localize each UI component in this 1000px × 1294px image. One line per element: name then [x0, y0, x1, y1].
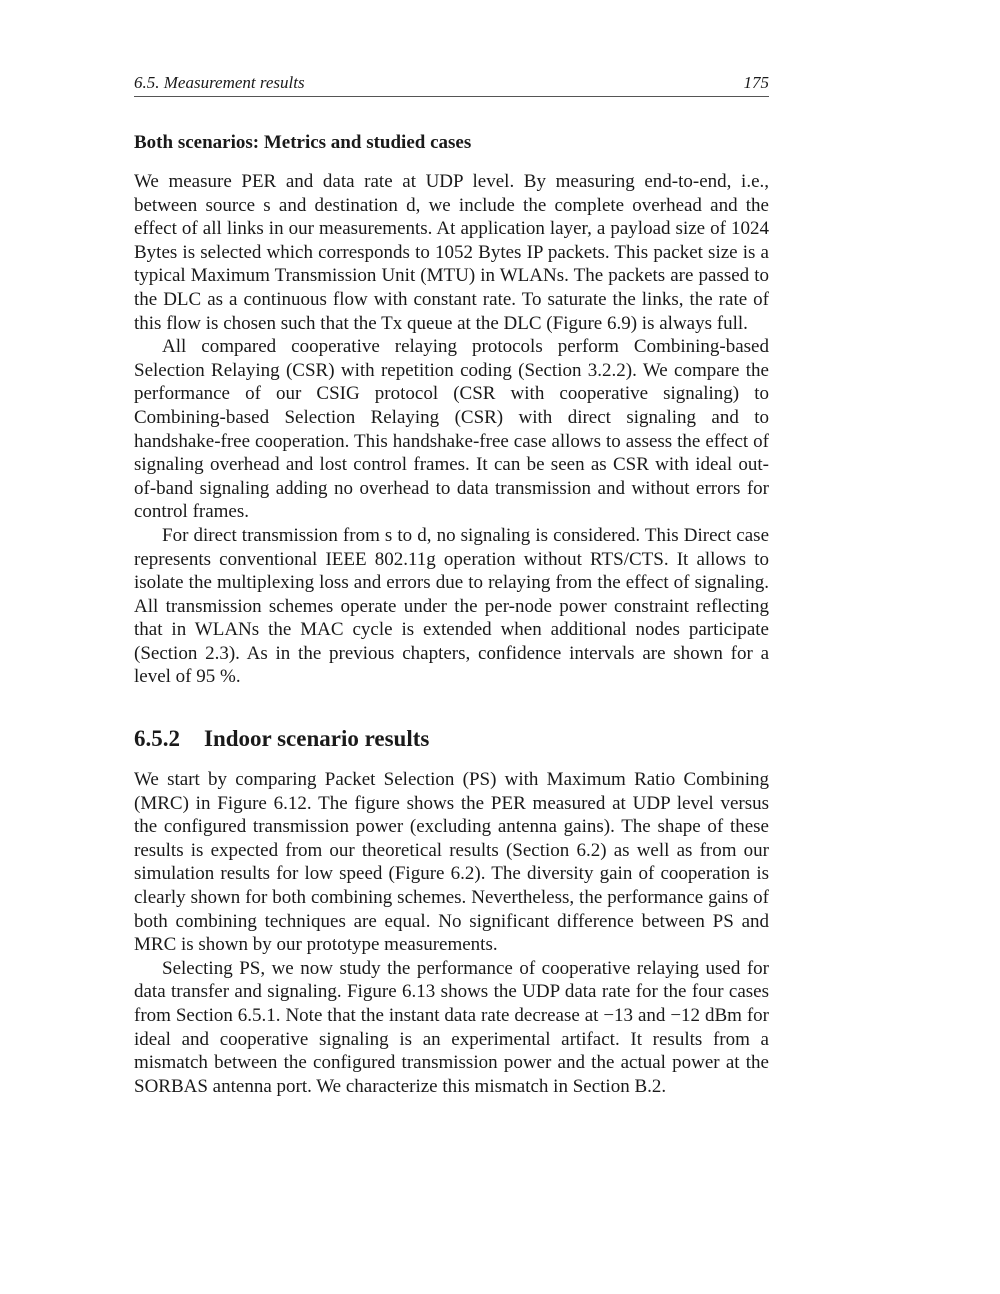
page-number: 175 [743, 73, 769, 92]
page-content [134, 72, 769, 1098]
running-title: 6.5. Measurement results [134, 73, 305, 92]
section-number: 6.5.2 [134, 726, 180, 752]
paragraph-ps-vs-mrc: We start by comparing Packet Selection (PS) with Maximum Ratio Combining (MRC) in Figure 6.12. The figure shows the PER measured at UDP level versus the configured transmission power (excluding antenna gains). The shape of these results is expected from our theoretical results (Section 6.2) as well as from our simulation results for low speed (Figure 6.2). The diversity gain of cooperation is clearly shown for both combining schemes. Nevertheless, the performance gains of both combining techniques are equal. No significant difference between PS and MRC is shown by our prototype measurements. [134, 769, 769, 956]
running-header [134, 72, 769, 97]
section-title: Indoor scenario results [204, 726, 430, 752]
paragraph-direct-transmission: For direct transmission from s to d, no signaling is considered. This Direct case represents conventional IEEE 802.11g operation without RTS/CTS. It allows to isolate the multiplexing loss and errors due to relaying from the effect of signaling. All transmission schemes operate under the per-node power constraint reflecting that in WLANs the MAC cycle is extended when additional nodes participate (Section 2.3). As in the previous chapters, confidence intervals are shown for a level of 95 %. [134, 524, 769, 688]
paragraph-measurement-setup: We measure PER and data rate at UDP level. By measuring end-to-end, i.e., between source s and destination d, we include the complete overhead and the effect of all links in our measurements. At application layer, a payload size of 1024 Bytes is selected which corresponds to 1052 Bytes IP packets. This packet size is a typical Maximum Transmission Unit (MTU) in WLANs. The packets are passed to the DLC as a continuous flow with constant rate. To saturate the links, the rate of this flow is chosen such that the Tx queue at the DLC (Figure 6.9) is always full. [134, 171, 769, 334]
paragraph-compared-protocols: All compared cooperative relaying protocols perform Combining-based Selection Relaying (CSR) with repetition coding (Section 3.2.2). We compare the performance of our CSIG protocol (CSR with cooperative signaling) to Combining-based Selection Relaying (CSR) with direct signaling and to handshake-free cooperation. This handshake-free case allows to assess the effect of signaling overhead and lost control frames. It can be seen as CSR with ideal out-of-band signaling adding no overhead to data transmission and without errors for control frames. [134, 336, 769, 523]
section-heading [134, 725, 769, 753]
paragraph-udp-data-rate: Selecting PS, we now study the performance of cooperative relaying used for data transfer and signaling. Figure 6.13 shows the UDP data rate for the four cases from Section 6.5.1. Note that the instant data rate decrease at −13 and −12 dBm for ideal and cooperative signaling is an experimental artifact. It results from a mismatch between the configured transmission power and the actual power at the SORBAS antenna port. We characterize this mismatch in Section B.2. [134, 957, 769, 1097]
subsection-heading: Both scenarios: Metrics and studied cases [134, 132, 472, 153]
